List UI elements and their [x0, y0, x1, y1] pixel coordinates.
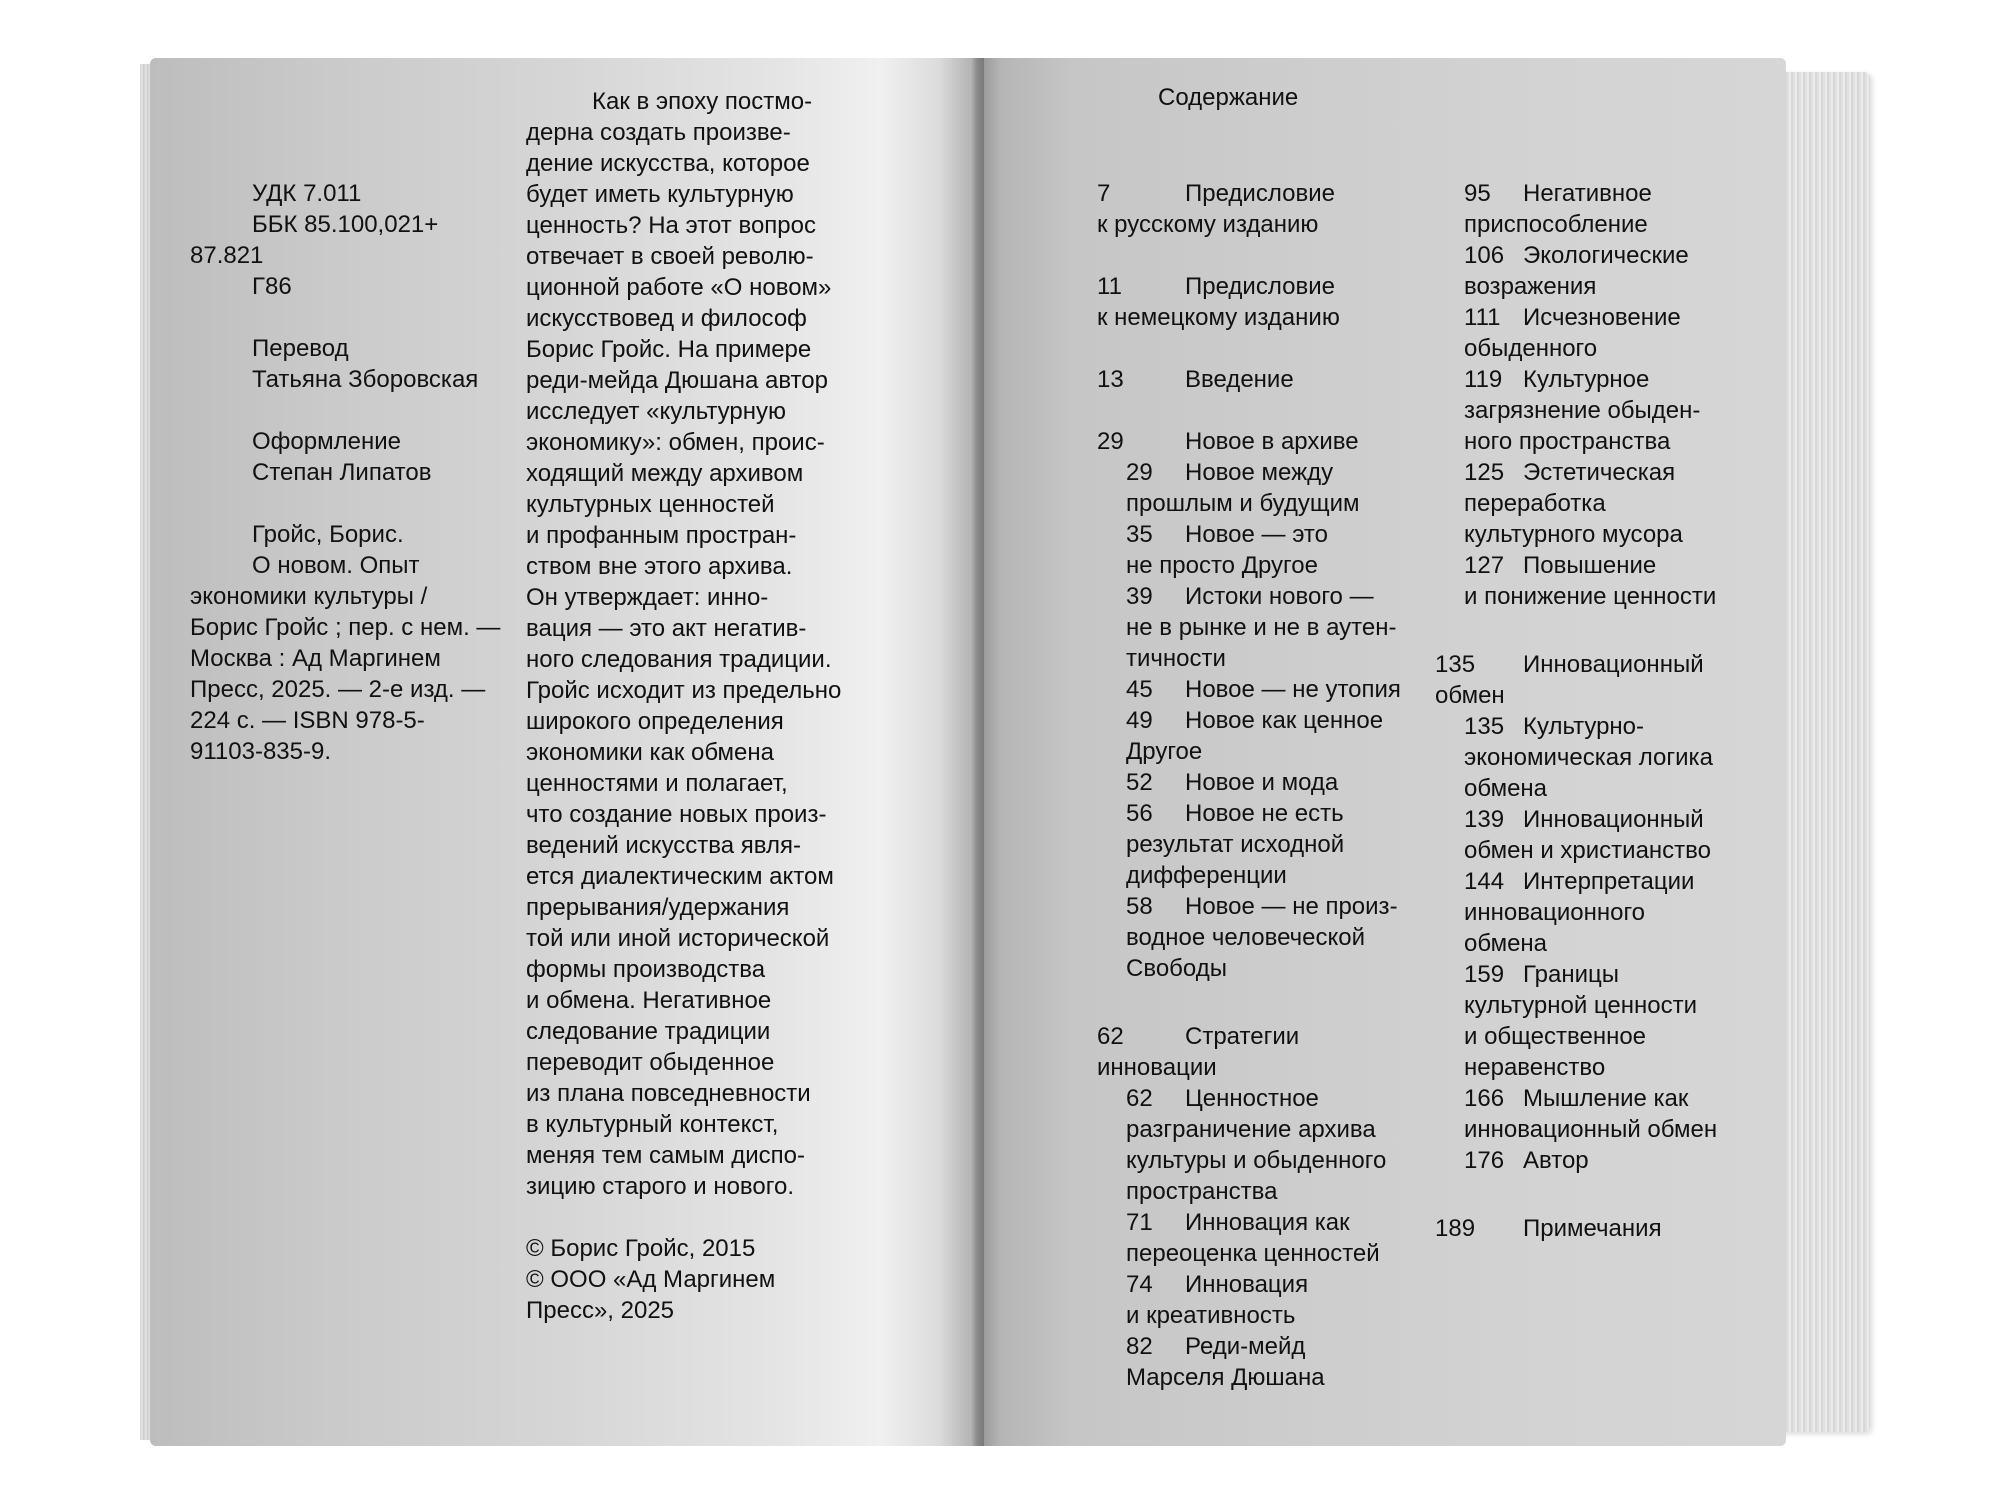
toc-entry-line: Новое — не произ-	[1185, 893, 1398, 920]
copyright-lines-line: © Борис Гройс, 2015	[526, 1235, 756, 1262]
toc-page-number: 189	[1435, 1215, 1476, 1242]
toc-entry-line: Новое между	[1185, 459, 1334, 486]
toc-page-number: 45	[1126, 676, 1153, 703]
toc-entry-line: загрязнение обыден-	[1464, 397, 1701, 424]
toc-page-number: 62	[1126, 1085, 1153, 1112]
toc-page-number: 52	[1126, 769, 1153, 796]
toc-page-number: 111	[1464, 304, 1501, 331]
toc-entry-line: Новое и мода	[1185, 769, 1339, 796]
toc-entry-line: переработка	[1464, 490, 1606, 517]
annotation-lines-line: исследует «культурную	[526, 398, 786, 425]
annotation-lines-line: ством вне этого архива.	[526, 553, 793, 580]
annotation-lines-line: широкого определения	[526, 708, 784, 735]
annotation-lines-line: ционной работе «О новом»	[526, 274, 832, 301]
toc-entry-line: Другое	[1126, 738, 1203, 765]
toc-entry-line: обмена	[1464, 775, 1548, 802]
annotation-lines-line: Гройс исходит из предельно	[526, 677, 842, 704]
imprint-lines-line: 224 с. — ISBN 978-5-	[190, 707, 425, 734]
annotation-lines-line: искусствовед и философ	[526, 305, 807, 332]
toc-entry-line: прошлым и будущим	[1126, 490, 1360, 517]
toc-page-number: 35	[1126, 521, 1153, 548]
imprint-lines-line: Степан Липатов	[252, 459, 432, 486]
imprint-lines-line	[190, 395, 500, 426]
toc-entry-line: Предисловие	[1185, 273, 1335, 300]
toc-page-number: 58	[1126, 893, 1153, 920]
toc-entry-line: Экологические	[1523, 242, 1689, 269]
toc-entry-line: Интерпретации	[1523, 868, 1695, 895]
toc-page-number: 82	[1126, 1333, 1153, 1360]
annotation-lines-line: культурных ценностей	[526, 491, 775, 518]
annotation-lines-line: вация — это акт негатив-	[526, 615, 807, 642]
toc-entry-line: не в рынке и не в аутен-	[1126, 614, 1397, 641]
toc-entry-line: Ценностное	[1185, 1085, 1319, 1112]
book-spine	[970, 58, 984, 1446]
annotation-lines-line: Как в эпоху постмо-	[592, 88, 813, 115]
annotation-lines-line: ведений искусства явля-	[526, 832, 801, 859]
annotation-lines-line: в культурный контекст,	[526, 1111, 779, 1138]
imprint-lines-line: Гройс, Борис.	[252, 521, 404, 548]
imprint-lines-line	[190, 488, 500, 519]
annotation-lines-line: прерывания/удержания	[526, 894, 790, 921]
imprint-lines-line: Татьяна Зборовская	[252, 366, 479, 393]
toc-page-number: 119	[1464, 366, 1503, 393]
toc-entry-line: обмен	[1435, 682, 1505, 709]
annotation-lines-line: Борис Гройс. На примере	[526, 336, 812, 363]
toc-entry-line: водное человеческой	[1126, 924, 1366, 951]
toc-entry-line: Новое в архиве	[1185, 428, 1359, 455]
toc-entry-line: Новое не есть	[1185, 800, 1344, 827]
toc-entry-line: инновационный обмен	[1464, 1116, 1718, 1143]
toc-entry-line: Новое как ценное	[1185, 707, 1384, 734]
copyright-lines-line: Пресс», 2025	[526, 1297, 675, 1324]
toc-entry-line: обмена	[1464, 930, 1548, 957]
imprint-lines-line: Перевод	[252, 335, 349, 362]
toc-entry-line: не просто Другое	[1126, 552, 1318, 579]
toc-entry-line: инновации	[1097, 1054, 1217, 1081]
toc-page-number: 49	[1126, 707, 1153, 734]
toc-page-number: 144	[1464, 868, 1505, 895]
toc-entry-line: разграничение архива	[1126, 1116, 1376, 1143]
toc-entry-line: Повышение	[1523, 552, 1657, 579]
toc-page-number: 139	[1464, 806, 1505, 833]
annotation-lines-line: из плана повседневности	[526, 1080, 811, 1107]
annotation-lines-line: той или иной исторической	[526, 925, 830, 952]
toc-entry-line: и креативность	[1126, 1302, 1296, 1329]
annotation-lines-line: экономику»: обмен, проис-	[526, 429, 825, 456]
annotation-lines-line: отвечает в своей револю-	[526, 243, 814, 270]
annotation-lines-line: ценностями и полагает,	[526, 770, 788, 797]
toc-entry-line: культурной ценности	[1464, 992, 1697, 1019]
toc-entry-line: Мышление как	[1523, 1085, 1689, 1112]
toc-entry-line: Новое — не утопия	[1185, 676, 1401, 703]
imprint-lines-line: 87.821	[190, 242, 264, 269]
toc-page-number: 29	[1097, 428, 1124, 455]
toc-entry-line: Культурное	[1523, 366, 1650, 393]
imprint-lines-line	[190, 302, 500, 333]
imprint-lines-line: экономики культуры /	[190, 583, 428, 610]
toc-entry-line: дифференции	[1126, 862, 1287, 889]
annotation-lines-line: что создание новых произ-	[526, 801, 827, 828]
toc-entry-line: Введение	[1185, 366, 1294, 393]
toc-entry-line: Инновационный	[1523, 806, 1704, 833]
toc-page-number: 39	[1126, 583, 1153, 610]
toc-entry-line: Предисловие	[1185, 180, 1335, 207]
toc-page-number: 159	[1464, 961, 1505, 988]
toc-page-number: 125	[1464, 459, 1505, 486]
toc-entry-line: пространства	[1126, 1178, 1278, 1205]
annotation-lines-line: следование традиции	[526, 1018, 771, 1045]
toc-entry-line: приспособление	[1464, 211, 1648, 238]
annotation-lines-line: дерна создать произве-	[526, 119, 791, 146]
annotation-lines-line: дение искусства, которое	[526, 150, 810, 177]
toc-entry-line: Инновационный	[1523, 651, 1704, 678]
toc-page-number: 166	[1464, 1085, 1505, 1112]
toc-entry-line: Свободы	[1126, 955, 1227, 982]
toc-entry-line: Примечания	[1523, 1215, 1662, 1242]
toc-entry-line: возражения	[1464, 273, 1597, 300]
imprint-lines-line: Г86	[252, 273, 292, 300]
annotation-lines-line: ценность? На этот вопрос	[526, 212, 816, 239]
annotation-lines-line: меняя тем самым диспо-	[526, 1142, 806, 1169]
toc-entry-line: ного пространства	[1464, 428, 1671, 455]
toc-entry-line: экономическая логика	[1464, 744, 1713, 771]
annotation-lines-line: ется диалектическим актом	[526, 863, 834, 890]
imprint-lines-line: Москва : Ад Маргинем	[190, 645, 441, 672]
imprint-lines-line: Пресс, 2025. — 2-е изд. —	[190, 676, 486, 703]
toc-page-number: 56	[1126, 800, 1153, 827]
annotation-lines-line: Он утверждает: инно-	[526, 584, 769, 611]
annotation-lines-line: формы производства	[526, 956, 766, 983]
toc-entry-line: Исчезновение	[1523, 304, 1681, 331]
imprint-lines-line: О новом. Опыт	[252, 552, 420, 579]
toc-page-number: 11	[1097, 273, 1122, 300]
toc-entry-line: Стратегии	[1185, 1023, 1300, 1050]
toc-page-number: 95	[1464, 180, 1491, 207]
toc-entry-line: культурного мусора	[1464, 521, 1683, 548]
imprint-lines-line: Борис Гройс ; пер. с нем. —	[190, 614, 501, 641]
toc-entry-line: и общественное	[1464, 1023, 1647, 1050]
toc-entry-line: результат исходной	[1126, 831, 1345, 858]
annotation-lines-line: будет иметь культурную	[526, 181, 794, 208]
toc-page-number: 71	[1126, 1209, 1153, 1236]
toc-entry-line: культуры и обыденного	[1126, 1147, 1387, 1174]
annotation-lines-line: ного следования традиции.	[526, 646, 832, 673]
toc-page-number: 135	[1464, 713, 1505, 740]
toc-entry-line: Эстетическая	[1523, 459, 1676, 486]
annotation-lines-line: реди-мейда Дюшана автор	[526, 367, 828, 394]
annotation-lines-line: и профанным простран-	[526, 522, 797, 549]
annotation-block	[526, 86, 841, 1202]
imprint-block	[190, 178, 500, 767]
imprint-lines-line: Оформление	[252, 428, 401, 455]
copyright-lines-line: © ООО «Ад Маргинем	[526, 1266, 776, 1293]
annotation-lines-line: ходящий между архивом	[526, 460, 804, 487]
imprint-lines-line: ББК 85.100,021+	[252, 211, 439, 238]
toc-entry-line: Реди-мейд	[1185, 1333, 1306, 1360]
toc-page-number: 29	[1126, 459, 1153, 486]
annotation-lines-line: зицию старого и нового.	[526, 1173, 794, 1200]
toc-title: Содержание	[1158, 84, 1299, 111]
toc-entry-line: обмен и христианство	[1464, 837, 1711, 864]
toc-page-number: 135	[1435, 651, 1476, 678]
toc-entry-line: инновационного	[1464, 899, 1646, 926]
toc-entry-line: Границы	[1523, 961, 1619, 988]
toc-entry-line: Негативное	[1523, 180, 1652, 207]
toc-page-number: 127	[1464, 552, 1505, 579]
toc-entry-line: и понижение ценности	[1464, 583, 1717, 610]
toc-entry-line: обыденного	[1464, 335, 1598, 362]
imprint-lines-line: УДК 7.011	[252, 180, 362, 207]
toc-entry-line: Истоки нового —	[1185, 583, 1374, 610]
annotation-lines-line: экономики как обмена	[526, 739, 775, 766]
annotation-lines-line: и обмена. Негативное	[526, 987, 772, 1014]
toc-page-number: 7	[1097, 180, 1111, 207]
toc-page-number: 74	[1126, 1271, 1153, 1298]
toc-entry-line: Инновация	[1185, 1271, 1309, 1298]
toc-page-number: 106	[1464, 242, 1505, 269]
annotation-lines-line: переводит обыденное	[526, 1049, 775, 1076]
toc-page-number: 176	[1464, 1147, 1505, 1174]
copyright-block	[526, 1233, 775, 1326]
toc-entry-line: Инновация как	[1185, 1209, 1350, 1236]
toc-entry-line: неравенство	[1464, 1054, 1606, 1081]
toc-entry-line: к русскому изданию	[1097, 211, 1319, 238]
toc-entry-line: Новое — это	[1185, 521, 1328, 548]
imprint-lines-line: 91103-835-9.	[190, 738, 331, 765]
toc-entry-line: переоценка ценностей	[1126, 1240, 1380, 1267]
toc-page-number: 13	[1097, 366, 1124, 393]
toc-entry-line: Культурно-	[1523, 713, 1645, 740]
toc-page-number: 62	[1097, 1023, 1124, 1050]
toc-entry-line: к немецкому изданию	[1097, 304, 1340, 331]
toc-entry-line: Марселя Дюшана	[1126, 1364, 1325, 1391]
toc-entry-line: тичности	[1126, 645, 1226, 672]
toc-entry-line: Автор	[1523, 1147, 1589, 1174]
